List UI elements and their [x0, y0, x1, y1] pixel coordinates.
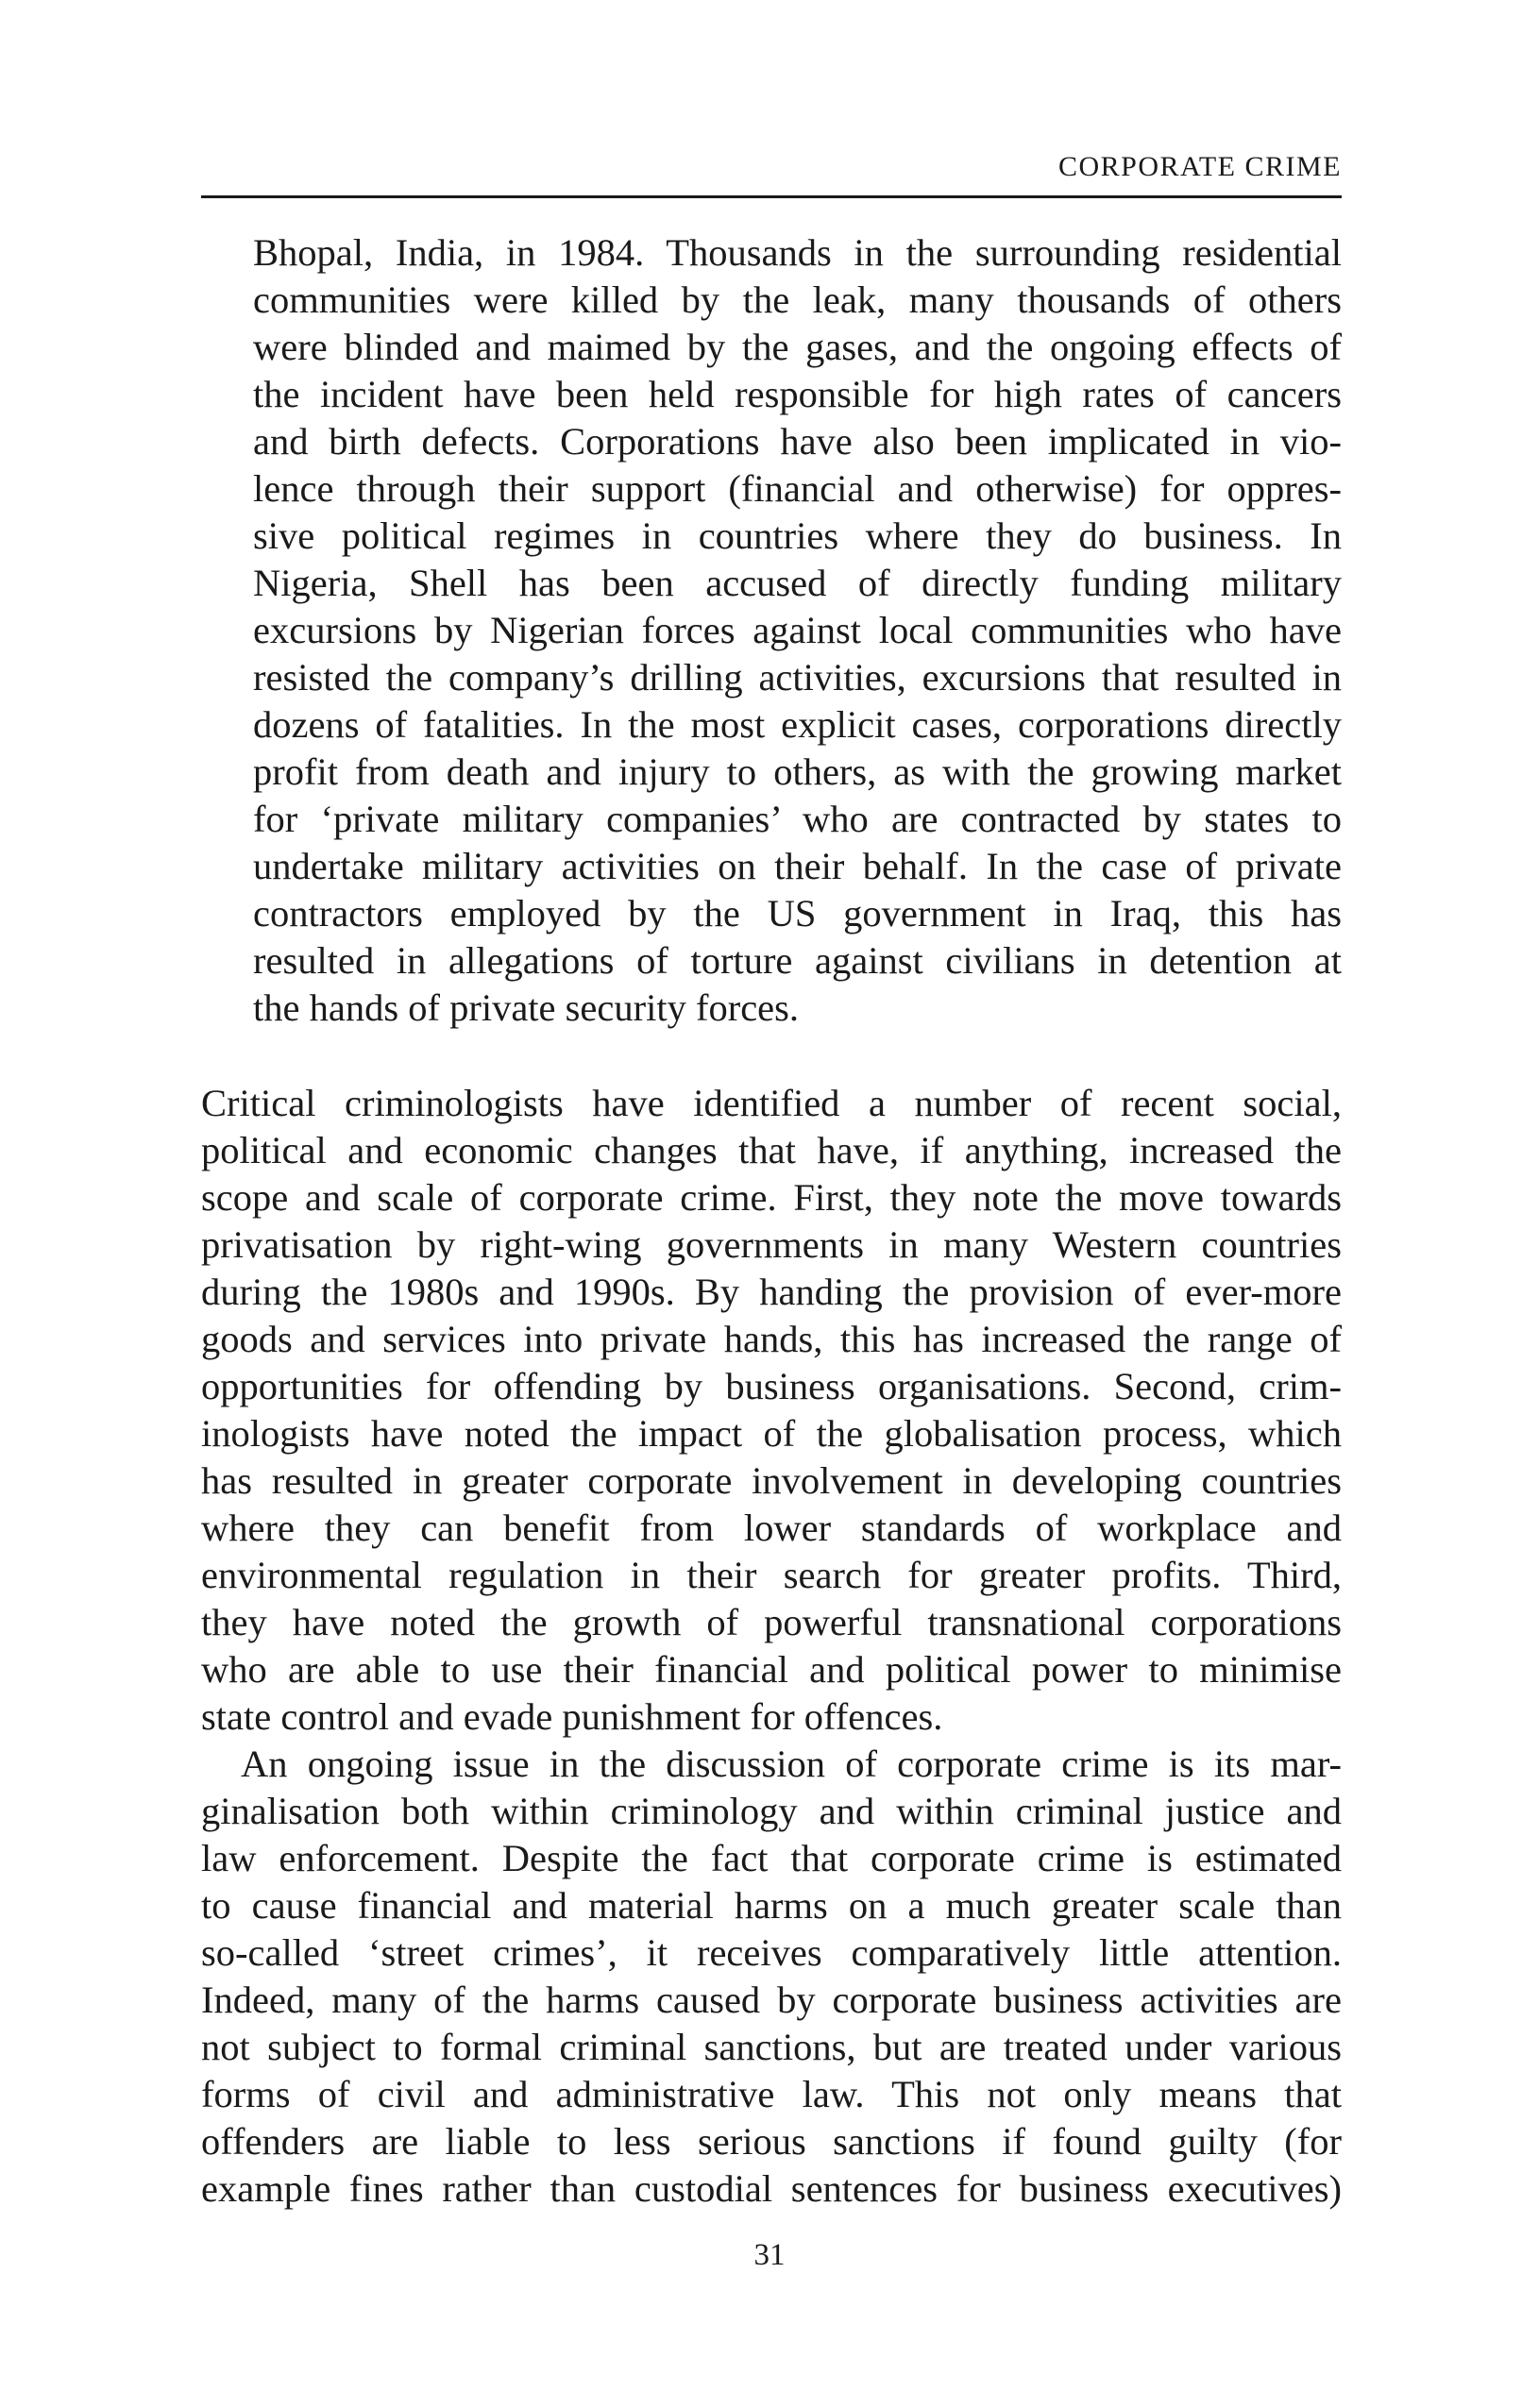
text-line: profit from death and injury to others, as with the growing market — [253, 750, 1342, 793]
text-line: not subject to formal criminal sanctions, but are treated under various — [201, 2026, 1342, 2068]
text-line: Indeed, many of the harms caused by corporate business activities are — [201, 1979, 1342, 2021]
body-paragraph-2 — [201, 1741, 1342, 2213]
text-line: dozens of fatalities. In the most explicit cases, corporations directly — [253, 703, 1342, 746]
text-line: scope and scale of corporate crime. First, they note the move towards — [201, 1176, 1342, 1219]
text-line: ginalisation both within criminology and within criminal justice and — [201, 1790, 1342, 1832]
text-line: contractors employed by the US government in Iraq, this has — [253, 892, 1342, 935]
text-line: who are able to use their financial and political power to minimise — [201, 1648, 1342, 1691]
text-line: the hands of private security forces. — [253, 986, 800, 1029]
text-line: forms of civil and administrative law. This not only means that — [201, 2073, 1342, 2115]
text-line: Nigeria, Shell has been accused of directly funding military — [253, 562, 1342, 604]
text-line: sive political regimes in countries where they do business. In — [253, 514, 1342, 557]
text-line: example fines rather than custodial sentences for business executives) — [201, 2167, 1342, 2210]
text-line: law enforcement. Despite the fact that corporate crime is estimated — [201, 1837, 1342, 1879]
text-line: resisted the company’s drilling activities, excursions that resulted in — [253, 656, 1342, 699]
page-number: 31 — [753, 2238, 786, 2272]
text-line: undertake military activities on their behalf. In the case of private — [253, 845, 1342, 887]
text-line: resulted in allegations of torture against civilians in detention at — [253, 939, 1342, 982]
text-line: where they can benefit from lower standards of workplace and — [201, 1507, 1342, 1549]
running-header: CORPORATE CRIME — [1057, 151, 1342, 182]
text-line: lence through their support (financial and otherwise) for oppres- — [253, 467, 1342, 510]
text-line: privatisation by right-wing governments in many Western countries — [201, 1223, 1342, 1266]
text-line: excursions by Nigerian forces against local communities who have — [253, 609, 1342, 651]
text-line: communities were killed by the leak, many thousands of others — [253, 278, 1342, 321]
text-line: inologists have noted the impact of the globalisation process, which — [201, 1412, 1342, 1455]
text-line: and birth defects. Corporations have also been implicated in vio- — [253, 420, 1342, 463]
body-paragraph-1 — [201, 1080, 1342, 1741]
text-line: to cause financial and material harms on a much greater scale than — [201, 1884, 1342, 1927]
text-line: political and economic changes that have, if anything, increased the — [201, 1129, 1342, 1171]
text-line: the incident have been held responsible for high rates of cancers — [253, 373, 1342, 415]
text-line: for ‘private military companies’ who are contracted by states to — [253, 798, 1342, 840]
text-line: Critical criminologists have identified a number of recent social, — [201, 1082, 1342, 1124]
text-line: Bhopal, India, in 1984. Thousands in the surrounding residential — [253, 231, 1342, 274]
text-line: opportunities for offending by business organisations. Second, crim- — [201, 1365, 1342, 1407]
text-line: were blinded and maimed by the gases, and the ongoing effects of — [253, 326, 1342, 368]
header-rule — [201, 195, 1342, 198]
text-line: environmental regulation in their search for greater profits. Third, — [201, 1554, 1342, 1596]
text-line: has resulted in greater corporate involvement in developing countries — [201, 1459, 1342, 1502]
text-line: state control and evade punishment for offences. — [201, 1695, 943, 1738]
indented-extract — [253, 229, 1342, 1032]
text-line: so-called ‘street crimes’, it receives comparatively little attention. — [201, 1931, 1342, 1974]
text-line: offenders are liable to less serious sanctions if found guilty (for — [201, 2120, 1342, 2163]
text-line: they have noted the growth of powerful transnational corporations — [201, 1601, 1342, 1643]
text-line: goods and services into private hands, this has increased the range of — [201, 1318, 1342, 1360]
text-line: An ongoing issue in the discussion of corporate crime is its mar- — [241, 1743, 1342, 1785]
text-line: during the 1980s and 1990s. By handing the provision of ever-more — [201, 1271, 1342, 1313]
